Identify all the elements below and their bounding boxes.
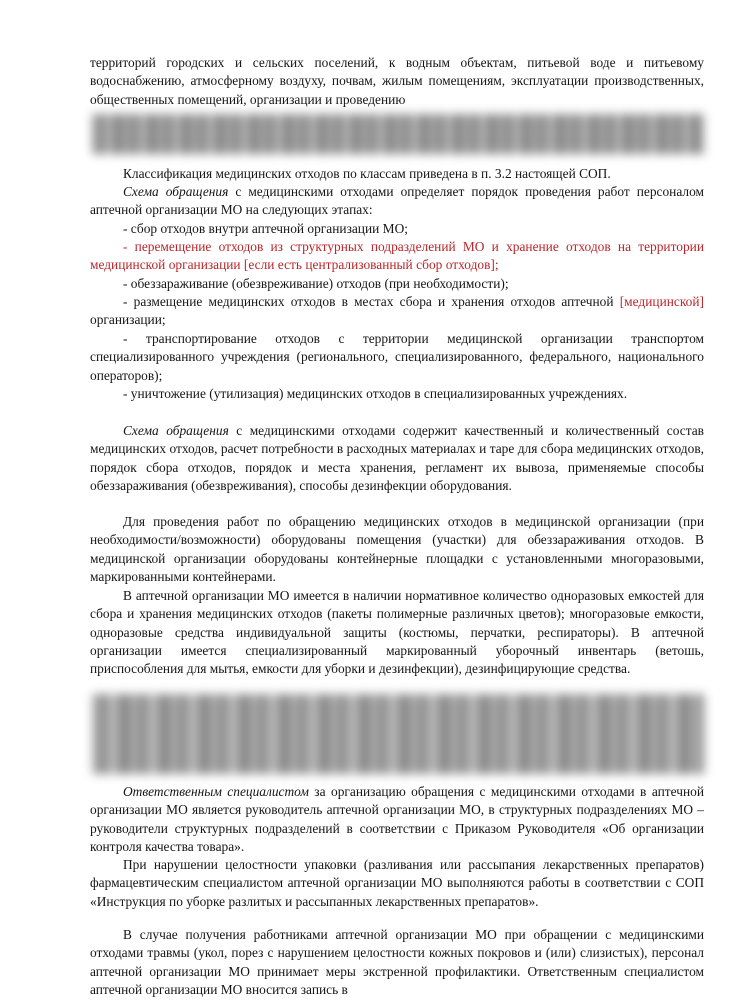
paragraph-injury: В случае получения работниками аптечной организации МО при обращении с медицинскими отходами травмы (укол, порез с нарушением целостности кожных покровов и (или) слизистых), персонал аптечной организации МО принимает меры экстренной профилактики. Ответственным специалистом аптечной организации МО вносится запись в	[90, 927, 704, 997]
paragraph-containers: В аптечной организации МО имеется в наличии нормативное количество одноразовых емкостей для сбора и хранения медицинских отходов (пакеты полимерные различных цветов); многоразовые емкости, одноразовые средства индивидуальной защиты (костюмы, перчатки, респираторы). В аптечной организации имеется специализированный маркированный уборочный инвентарь (ветошь, приспособления для мытья, емкости для уборки и дезинфекции), дезинфицирующие средства.	[90, 588, 704, 677]
list-item-placement	[90, 293, 704, 330]
paragraph-responsible	[90, 783, 704, 856]
paragraph-scheme	[90, 183, 704, 220]
list-item-transport: - транспортирование отходов с территории медицинской организации транспортом специализированного учреждения (регионального, специализированного, федерального, национального операторов);	[90, 331, 704, 383]
blurred-text-block	[92, 114, 704, 154]
responsible-text: за организацию обращения с медицинскими отходами в аптечной организации МО является руководитель аптечной организации МО, в структурных подразделениях МО – руководители структурных подразделений в соответствии с Приказом Руководителя «Об организации контроля качества товара».	[90, 784, 704, 854]
paragraph-scheme-content	[90, 422, 704, 495]
paragraph-equipment: Для проведения работ по обращению медицинских отходов в медицинской организации (при необходимости/возможности) оборудованы помещения (участки) для обеззараживания отходов. В медицинской организации оборудованы контейнерные площадки с установленными многоразовыми, маркированными контейнерами.	[90, 514, 704, 584]
placement-text-a: - размещение медицинских отходов в местах сбора и хранения отходов аптечной	[123, 294, 620, 309]
paragraph-spill: При нарушении целостности упаковки (разливания или рассыпания лекарственных препаратов) фармацевтическим специалистом аптечной организации МО выполняются работы в соответствии с СОП «Инструкция по уборке разлитых и рассыпанных лекарственных препаратов».	[90, 857, 704, 909]
list-item-collection: - сбор отходов внутри аптечной организации МО;	[123, 221, 408, 236]
responsible-term: Ответственным специалистом	[123, 784, 309, 799]
scheme-content-text: с медицинскими отходами содержит качественный и количественный состав медицинских отходов, расчет потребности в расходных материалах и таре для сбора медицинских отходов, порядок сбора отходов, порядок и места хранения, регламент их вывоза, применяемые способы обеззараживания (обезвреживания), способы дезинфекции оборудования.	[90, 423, 704, 493]
blurred-text-block	[92, 694, 704, 774]
scheme-term: Схема обращения	[123, 184, 229, 199]
list-item-disinfection: - обеззараживание (обезвреживание) отходов (при необходимости);	[123, 276, 509, 291]
placement-text-b: организации;	[90, 312, 166, 328]
list-item-transfer: - перемещение отходов из структурных подразделений МО и хранение отходов на территории медицинской организации [если есть централизованный сбор отходов];	[90, 239, 704, 273]
scheme-text: с медицинскими отходами определяет порядок проведения работ персоналом аптечной организации МО на следующих этапах:	[90, 184, 705, 218]
list-item-destruction: - уничтожение (утилизация) медицинских отходов в специализированных учреждениях.	[123, 386, 628, 401]
scheme-term-2: Схема обращения	[123, 423, 229, 438]
paragraph-intro: территорий городских и сельских поселений, к водным объектам, питьевой воде и питьевому водоснабжению, атмосферному воздуху, почвам, жилым помещениям, эксплуатации производственных, общественных помещений, организации и проведению	[90, 55, 704, 107]
paragraph-classification: Классификация медицинских отходов по классам приведена в п. 3.2 настоящей СОП.	[123, 166, 611, 181]
placement-red-text: [медицинской]	[619, 294, 704, 309]
